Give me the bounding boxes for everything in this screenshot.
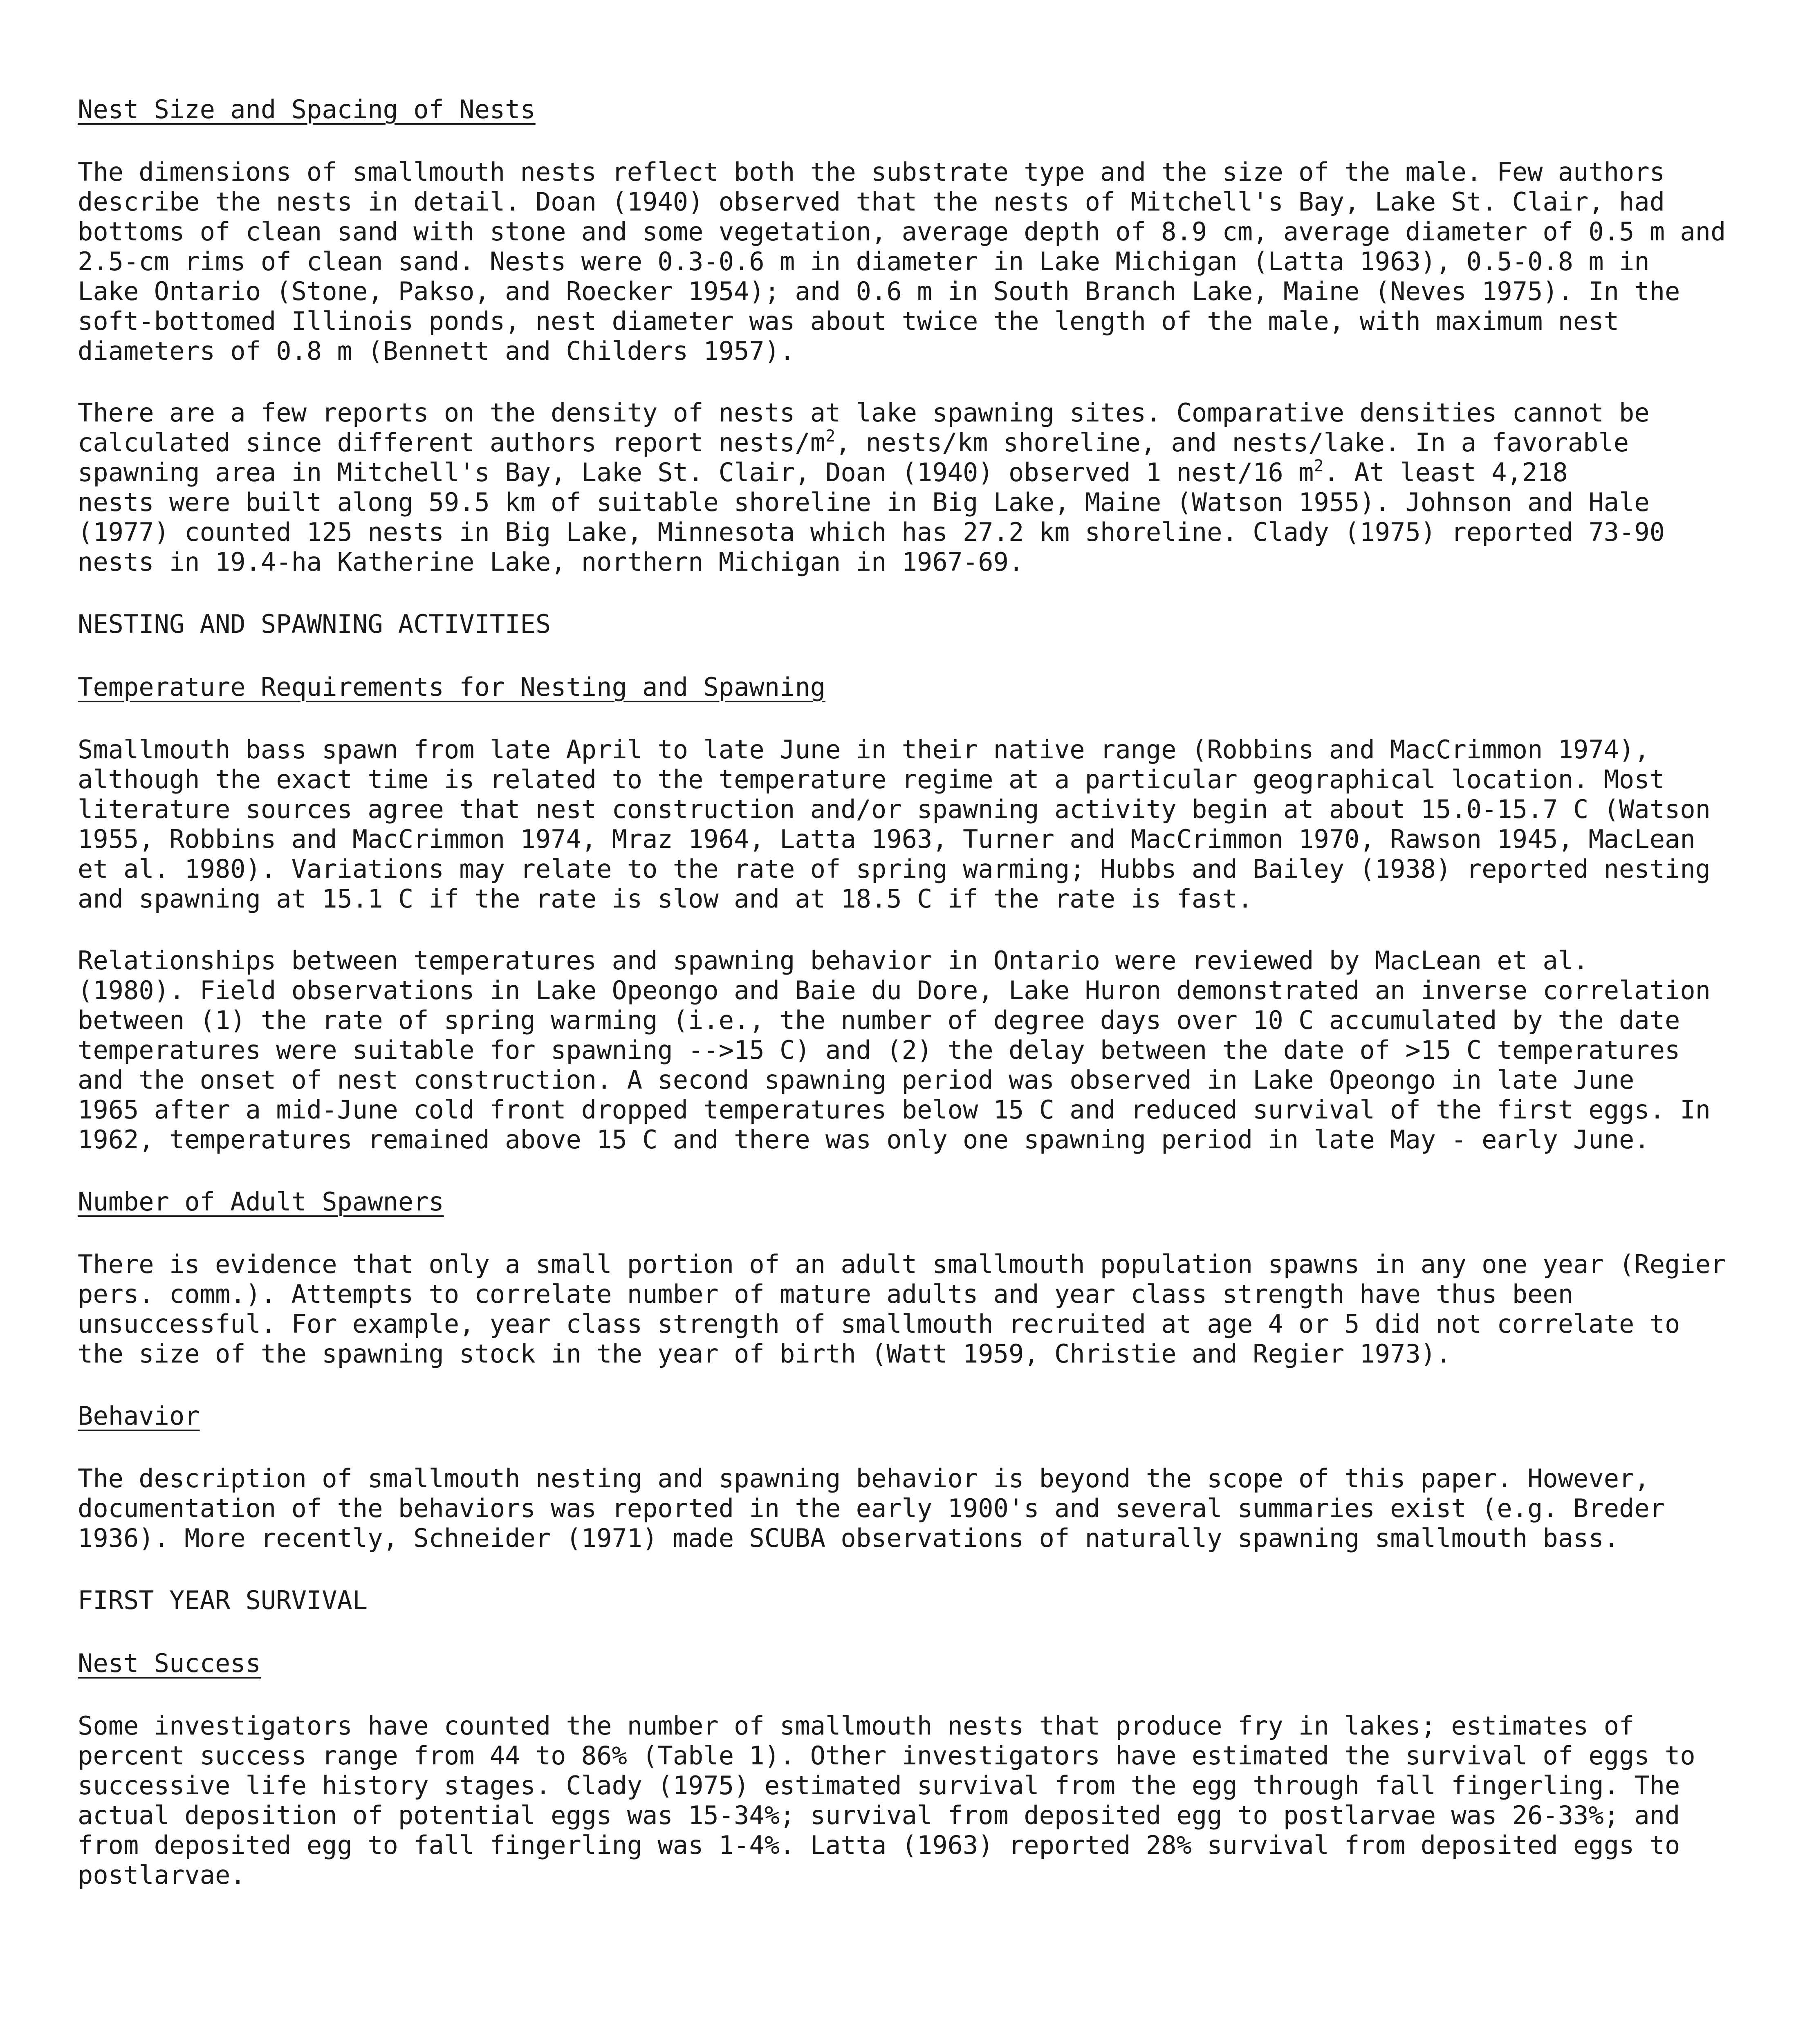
text-line: Lake Ontario (Stone, Pakso, and Roecker 1954); and 0.6 m in South Branch Lake, Maine (Neves 1975). In the xyxy=(78,276,1680,306)
text-segment: , nests/km shoreline, and nests/lake. In a favorable xyxy=(835,428,1629,457)
major-heading-survival: FIRST YEAR SURVIVAL xyxy=(78,1585,368,1615)
text-line: (1977) counted 125 nests in Big Lake, Minnesota which has 27.2 km shoreline. Clady (1975) reported 73-90 xyxy=(78,517,1665,547)
major-heading-nesting: NESTING AND SPAWNING ACTIVITIES xyxy=(78,609,551,639)
text-line: successive life history stages. Clady (1975) estimated survival from the egg through fall fingerling. The xyxy=(78,1771,1680,1800)
text-line: the size of the spawning stock in the year of birth (Watt 1959, Christie and Regier 1973). xyxy=(78,1339,1451,1369)
text-line: diameters of 0.8 m (Bennett and Childers 1957). xyxy=(78,336,795,366)
text-line: pers. comm.). Attempts to correlate number of mature adults and year class strength have thus been xyxy=(78,1279,1574,1309)
text-line: literature sources agree that nest construction and/or spawning activity begin at about 15.0-15.7 C (Watson xyxy=(78,794,1711,824)
section-heading-nest-size: Nest Size and Spacing of Nests xyxy=(78,94,536,124)
text-line: (1980). Field observations in Lake Opeongo and Baie du Dore, Lake Huron demonstrated an inverse correlation xyxy=(78,975,1711,1005)
paragraph-nest-density xyxy=(78,398,1742,577)
text-line: documentation of the behaviors was reported in the early 1900's and several summaries exist (e.g. Breder xyxy=(78,1493,1665,1523)
superscript: 2 xyxy=(825,427,836,446)
text-line: The dimensions of smallmouth nests reflect both the substrate type and the size of the male. Few authors xyxy=(78,157,1665,187)
text-line: There is evidence that only a small portion of an adult smallmouth population spawns in any one year (Regier xyxy=(78,1249,1726,1279)
text-line: 2.5-cm rims of clean sand. Nests were 0.3-0.6 m in diameter in Lake Michigan (Latta 1963), 0.5-0.8 m in xyxy=(78,247,1650,276)
text-line: Some investigators have counted the number of smallmouth nests that produce fry in lakes; estimates of xyxy=(78,1711,1635,1741)
text-line: There are a few reports on the density of nests at lake spawning sites. Comparative densities cannot be xyxy=(78,398,1650,428)
paragraph-spawners xyxy=(78,1249,1742,1369)
text-line: and spawning at 15.1 C if the rate is slow and at 18.5 C if the rate is fast. xyxy=(78,884,1253,914)
text-segment: spawning area in Mitchell's Bay, Lake St. Clair, Doan (1940) observed 1 nest/16 m xyxy=(78,457,1314,487)
text-line: nests were built along 59.5 km of suitable shoreline in Big Lake, Maine (Watson 1955). Johnson and Hale xyxy=(78,487,1650,517)
text-line: 1965 after a mid-June cold front dropped temperatures below 15 C and reduced survival of the first eggs. In xyxy=(78,1095,1711,1125)
text-line: between (1) the rate of spring warming (i.e., the number of degree days over 10 C accumulated by the date xyxy=(78,1005,1680,1035)
text-line: from deposited egg to fall fingerling was 1-4%. Latta (1963) reported 28% survival from deposited eggs to xyxy=(78,1830,1680,1860)
text-line: The description of smallmouth nesting and spawning behavior is beyond the scope of this paper. However, xyxy=(78,1464,1650,1493)
text-segment: calculated since different authors report nests/m xyxy=(78,428,826,457)
superscript: 2 xyxy=(1314,457,1324,475)
document-page xyxy=(78,94,1742,1922)
text-line: unsuccessful. For example, year class strength of smallmouth recruited at age 4 or 5 did not correlate to xyxy=(78,1309,1680,1339)
text-line: soft-bottomed Illinois ponds, nest diameter was about twice the length of the male, with maximum nest xyxy=(78,306,1619,336)
paragraph-temperature-relationships xyxy=(78,946,1742,1154)
text-line xyxy=(78,457,1742,487)
text-line: 1962, temperatures remained above 15 C and there was only one spawning period in late May - early June. xyxy=(78,1125,1650,1154)
text-line: nests in 19.4-ha Katherine Lake, northern Michigan in 1967-69. xyxy=(78,547,1024,577)
paragraph-nest-dimensions xyxy=(78,157,1742,366)
section-heading-temperature: Temperature Requirements for Nesting and Spawning xyxy=(78,672,826,702)
text-line: actual deposition of potential eggs was 15-34%; survival from deposited egg to postlarvae was 26-33%; and xyxy=(78,1800,1680,1830)
text-line: Smallmouth bass spawn from late April to late June in their native range (Robbins and MacCrimmon 1974), xyxy=(78,735,1650,764)
text-line: and the onset of nest construction. A second spawning period was observed in Lake Opeongo in late June xyxy=(78,1065,1635,1095)
section-heading-behavior: Behavior xyxy=(78,1401,200,1431)
paragraph-behavior xyxy=(78,1464,1742,1553)
text-segment: . At least 4,218 xyxy=(1323,457,1568,487)
text-line: describe the nests in detail. Doan (1940) observed that the nests of Mitchell's Bay, Lake St. Clair, had xyxy=(78,187,1665,217)
text-line: postlarvae. xyxy=(78,1860,246,1890)
text-line: et al. 1980). Variations may relate to the rate of spring warming; Hubbs and Bailey (1938) reported nesting xyxy=(78,854,1711,884)
text-line: bottoms of clean sand with stone and some vegetation, average depth of 8.9 cm, average diameter of 0.5 m and xyxy=(78,217,1726,247)
text-line: Relationships between temperatures and spawning behavior in Ontario were reviewed by MacLean et al. xyxy=(78,946,1589,975)
paragraph-nest-success xyxy=(78,1711,1742,1890)
text-line: 1955, Robbins and MacCrimmon 1974, Mraz 1964, Latta 1963, Turner and MacCrimmon 1970, Rawson 1945, MacLean xyxy=(78,824,1695,854)
text-line: 1936). More recently, Schneider (1971) made SCUBA observations of naturally spawning smallmouth bass. xyxy=(78,1523,1619,1553)
text-line: although the exact time is related to the temperature regime at a particular geographical location. Most xyxy=(78,764,1665,794)
text-line: percent success range from 44 to 86% (Table 1). Other investigators have estimated the survival of eggs to xyxy=(78,1741,1695,1771)
section-heading-spawners: Number of Adult Spawners xyxy=(78,1187,444,1217)
section-heading-nest-success: Nest Success xyxy=(78,1648,261,1678)
text-line: temperatures were suitable for spawning -->15 C) and (2) the delay between the date of >15 C temperatures xyxy=(78,1035,1680,1065)
paragraph-spawn-timing xyxy=(78,735,1742,914)
text-line xyxy=(78,428,1742,457)
